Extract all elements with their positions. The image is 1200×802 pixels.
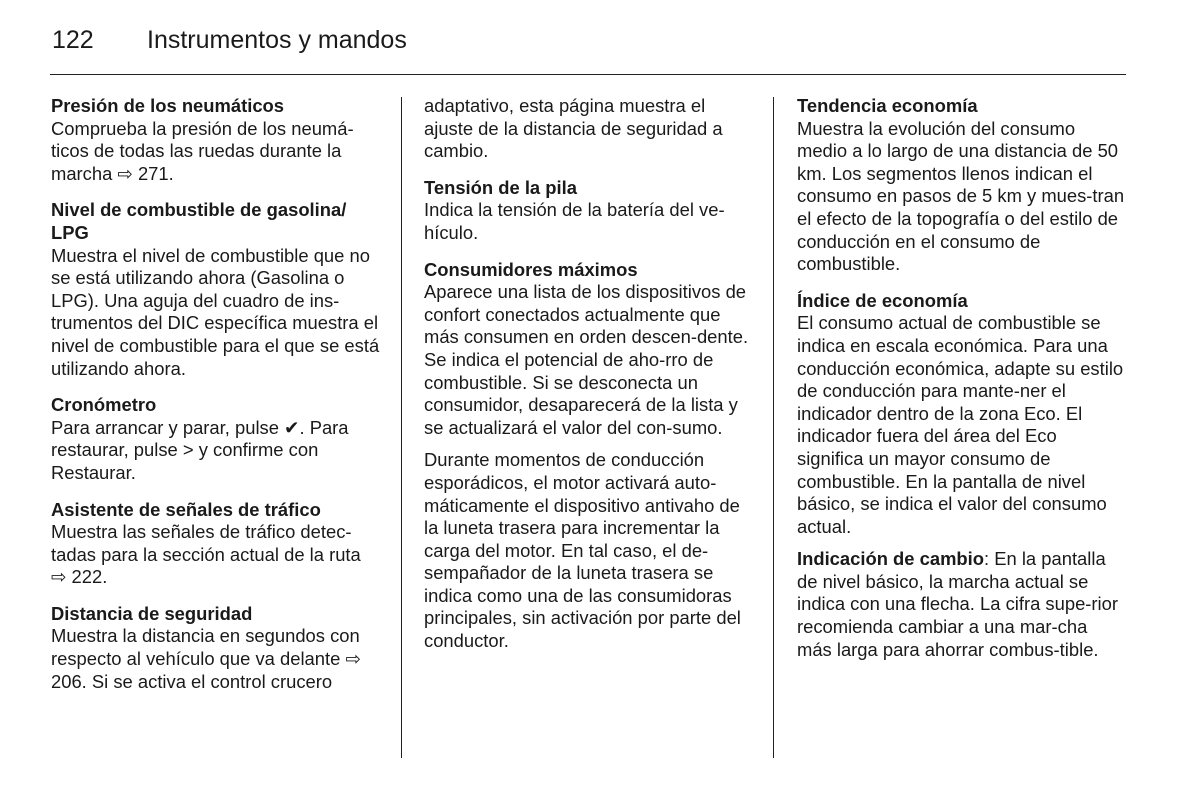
text-column-2 — [424, 95, 754, 667]
section-economy-index — [797, 290, 1127, 662]
section-body: Muestra las señales de tráfico detec-tadas para la sección actual de la ruta ⇨ 222. — [51, 521, 361, 588]
gear-shift-indication — [797, 548, 1127, 661]
section-heading: Presión de los neumáticos — [51, 95, 285, 116]
text-column-1 — [51, 95, 381, 707]
section-traffic-sign-assistant — [51, 499, 381, 589]
column-divider-2 — [773, 97, 774, 758]
section-following-distance-continued — [424, 95, 754, 163]
chapter-title: Instrumentos y mandos — [147, 26, 407, 54]
section-heading: Distancia de seguridad — [51, 602, 253, 624]
section-heading: Tendencia economía — [797, 95, 978, 116]
section-body: Indica la tensión de la batería del ve-hículo. — [424, 199, 725, 243]
section-heading: Consumidores máximos — [424, 258, 638, 280]
section-body: Muestra la evolución del consumo medio a lo largo de una distancia de 50 km. Los segmentos llenos indican el consumo en pasos de 5 km y mues-tran el efecto de la topografía o del estilo de conducción en el consumo de combustible. — [797, 117, 1125, 275]
section-body: Comprueba la presión de los neumá-ticos de todas las ruedas durante la marcha ⇨ 271. — [51, 117, 354, 184]
section-body: adaptativo, esta página muestra el ajuste de la distancia de seguridad a cambio. — [424, 95, 723, 162]
section-top-consumers — [424, 259, 754, 653]
section-body: Para arrancar y parar, pulse ✔. Para restaurar, pulse > y confirme con Restaurar. — [51, 416, 349, 483]
section-heading: Nivel de combustible de gasolina/ LPG — [51, 199, 347, 243]
section-body: El consumo actual de combustible se indica en escala económica. Para una conducción económica, adapte su estilo de conducción para mante-ner el indicador dentro de la zona Eco. El indicador fuera del área del Eco significa un mayor consumo de combustible. En la pantalla de nivel básico, se indica el valor del consumo actual. — [797, 312, 1124, 537]
text-column-3 — [797, 95, 1127, 675]
inline-heading: Indicación de cambio — [797, 548, 985, 570]
section-heading: Tensión de la pila — [424, 176, 577, 198]
section-body: Muestra el nivel de combustible que no se está utilizando ahora (Gasolina o LPG). Una aguja del cuadro de ins-trumentos del DIC específica muestra el nivel de combustible para el que se está utilizando ahora. — [51, 244, 380, 379]
section-heading: Asistente de señales de tráfico — [51, 498, 321, 520]
section-fuel-level — [51, 199, 381, 380]
column-divider-1 — [401, 97, 402, 758]
page-header — [50, 24, 1126, 75]
page-number: 122 — [52, 26, 94, 54]
section-economy-trend — [797, 95, 1127, 276]
section-body: Aparece una lista de los dispositivos de confort conectados actualmente que más consumen en orden descen-dente. Se indica el potencial de aho-rro de combustible. Si se desconecta un consumidor, desaparecerá de la lista y se actualizará el valor del con-sumo. — [424, 281, 749, 438]
section-heading: Cronómetro — [51, 394, 157, 416]
section-battery-voltage — [424, 177, 754, 245]
section-tire-pressure — [51, 95, 381, 185]
section-body-2: Durante momentos de conducción esporádicos, el motor activará auto-máticamente el dispositivo antivaho de la luneta trasera para incrementar la carga del motor. En tal caso, el de-sempañador de la luneta trasera se indica como una de las consumidoras principales, sin activación por parte del conductor. — [424, 449, 741, 652]
section-stopwatch — [51, 394, 381, 484]
section-heading: Índice de economía — [797, 289, 968, 311]
inline-body: : En la pantalla de nivel básico, la marcha actual se indica con una flecha. La cifra supe-rior recomienda cambiar a una mar-cha más larga para ahorrar combus-tible. — [797, 548, 1118, 660]
section-body: Muestra la distancia en segundos con respecto al vehículo que va delante ⇨ 206. Si se activa el control crucero — [51, 625, 361, 692]
section-following-distance — [51, 603, 381, 693]
